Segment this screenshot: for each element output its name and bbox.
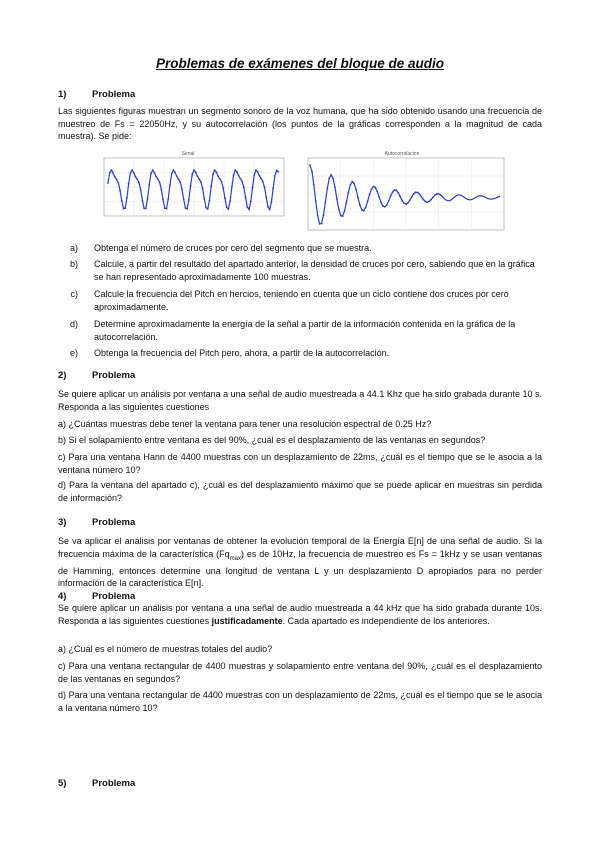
signal-sample-point (133, 172, 135, 174)
autocorrelation-sample-point (394, 189, 396, 191)
autocorrelation-sample-point (309, 164, 311, 166)
autocorrelation-sample-point (413, 193, 415, 195)
autocorrelation-line (310, 165, 500, 224)
autocorrelation-sample-point (326, 188, 328, 190)
signal-sample-point (202, 188, 204, 190)
signal-sample-point (138, 182, 140, 184)
problem-1-number: 1) (58, 89, 67, 100)
autocorrelation-sample-point (401, 200, 403, 202)
signal-sample-point (195, 171, 197, 173)
signal-sample-point (255, 169, 257, 171)
problem-3-text-part-2: ) es de 10Hz, la frecuencia de muestreo es Fs = 1kHz y se usan ventanas de Hamming, entonces determine una longitud de ventana L y un desplazamiento D apropiados para no perder información de la característica E[n]. (58, 548, 542, 589)
problem-2-number: 2) (58, 370, 67, 381)
signal-sample-point (276, 169, 278, 171)
autocorrelation-sample-point (376, 190, 378, 192)
problem-1-intro: Las siguientes figuras muestran un segmento sonoro de la voz humana, que ha sido obtenido usando una frecuencia de muestreo de Fs = 22050Hz, y su autocorrelación (los puntos de la gráficas corresponden a la magnitud de cada muestra). Se pide: (58, 106, 542, 141)
problem-3-number: 3) (58, 517, 67, 528)
problem-3-heading (58, 517, 135, 528)
autocorrelation-sample-point (378, 196, 380, 198)
autocorrelation-sample-point (311, 170, 313, 172)
problem-4-intro-part-2: . Cada apartado es independiente de los anteriores. (282, 615, 490, 626)
signal-sample-point (228, 208, 230, 210)
problem-4-label: Problema (92, 591, 136, 602)
signal-sample-point (136, 178, 138, 180)
item-text: Determine aproximadamente la energía de la señal a partir de la información contenida en la gráfica de la autocorrelación. (94, 319, 516, 342)
signal-sample-point (159, 181, 161, 183)
signal-sample-point (152, 169, 154, 171)
autocorrelation-sample-point (374, 187, 376, 189)
signal-sample-point (210, 185, 212, 187)
problem-4-question-d: d) Para una ventana rectangular de 4400 muestras con un desplazamiento de 22ms, ¿cuál es el tiempo que se le asocia a la ventana número 10? (58, 690, 542, 713)
autocorrelation-sample-point (432, 196, 434, 198)
signal-sample-point (200, 181, 202, 183)
signal-sample-point (121, 200, 123, 202)
problem-4-number: 4) (58, 591, 67, 602)
signal-sample-point (264, 186, 266, 188)
autocorrelation-sample-point (338, 208, 340, 210)
autocorrelation-sample-point (420, 196, 422, 198)
signal-sample-point (253, 174, 255, 176)
item-text: Obtenga la frecuencia del Pitch pero, ahora, a partir de la autocorrelación. (94, 348, 390, 358)
signal-sample-point (246, 206, 248, 208)
autocorrelation-sample-point (319, 223, 321, 225)
signal-sample-point (226, 206, 228, 208)
signal-sample-point (183, 198, 185, 200)
signal-sample-point (154, 172, 156, 174)
signal-sample-point (117, 182, 119, 184)
signal-sample-point (135, 176, 137, 178)
autocorrelation-sample-point (332, 177, 334, 179)
item-letter: b) (69, 259, 78, 269)
signal-sample-point (140, 189, 142, 191)
autocorrelation-sample-point (336, 198, 338, 200)
autocorrelation-sample-point (367, 201, 369, 203)
autocorrelation-sample-point (442, 196, 444, 198)
signal-sample-point (193, 169, 195, 171)
problem-2-label: Problema (92, 370, 136, 381)
autocorrelation-sample-point (438, 193, 440, 195)
signal-sample-point (236, 171, 238, 173)
signal-sample-point (257, 171, 259, 173)
autocorrelation-sample-point (372, 186, 374, 188)
problem-5-label: Problema (92, 778, 136, 789)
signal-sample-point (221, 181, 223, 183)
autocorrelation-sample-point (363, 210, 365, 212)
problem-1-item-b (58, 258, 542, 283)
signal-sample-point (150, 173, 152, 175)
autocorrelation-sample-point (392, 191, 394, 193)
autocorrelation-sample-point (340, 215, 342, 217)
autocorrelation-sample-point (346, 201, 348, 203)
autocorrelation-sample-point (323, 214, 325, 216)
signal-sample-point (172, 169, 174, 171)
problem-3-subscript: max (229, 555, 241, 562)
signal-sample-point (128, 183, 130, 185)
signal-sample-point (126, 197, 128, 199)
signal-sample-point (203, 198, 205, 200)
signal-sample-point (214, 169, 216, 171)
signal-sample-point (197, 175, 199, 177)
autocorrelation-sample-point (403, 202, 405, 204)
problem-2-question-d: d) Para la ventana del apartado c), ¿cuál es del desplazamiento máximo que se puede aplicar en muestras sin perdida de información? (58, 480, 542, 503)
signal-sample-point (162, 199, 164, 201)
signal-sample-point (233, 174, 235, 176)
problem-1-item-e (58, 347, 542, 360)
signal-sample-point (131, 169, 133, 171)
problem-3-text (58, 535, 542, 590)
figure-signal (90, 150, 290, 222)
signal-sample-point (145, 207, 147, 209)
signal-sample-point (215, 171, 217, 173)
problem-4-intro (58, 602, 542, 627)
problem-4-intro-bold: justificadamente (211, 615, 283, 626)
signal-sample-point (174, 172, 176, 174)
autocorrelation-plot (300, 150, 510, 238)
autocorrelation-sample-point (361, 209, 363, 211)
signal-sample-point (248, 208, 250, 210)
signal-sample-point (129, 172, 131, 174)
problem-1-label: Problema (92, 89, 136, 100)
autocorrelation-sample-point (317, 215, 319, 217)
autocorrelation-sample-point (397, 192, 399, 194)
signal-plot (90, 150, 290, 222)
signal-sample-point (229, 200, 231, 202)
signal-sample-point (111, 169, 113, 171)
signal-sample-point (238, 175, 240, 177)
autocorrelation-sample-point (440, 194, 442, 196)
signal-sample-point (212, 174, 214, 176)
problem-1-item-d (58, 318, 542, 343)
signal-sample-point (188, 199, 190, 201)
autocorrelation-sample-point (424, 201, 426, 203)
signal-sample-point (107, 182, 109, 184)
autocorrelation-sample-point (436, 193, 438, 195)
signal-sample-point (277, 171, 279, 173)
signal-line (108, 170, 278, 209)
signal-sample-point (186, 208, 188, 210)
problem-2-intro: Se quiere aplicar un análisis por ventana a una señal de audio muestreada a 44.1 Khz que ha sido grabada durante 10 s. Responda a las siguientes cuestiones (58, 389, 542, 412)
signal-sample-point (109, 172, 111, 174)
autocorrelation-sample-point (324, 201, 326, 203)
signal-sample-point (224, 197, 226, 199)
autocorrelation-sample-point (415, 191, 417, 193)
autocorrelation-sample-point (321, 223, 323, 225)
autocorrelation-sample-point (382, 205, 384, 207)
autocorrelation-sample-point (396, 189, 398, 191)
signal-sample-point (119, 189, 121, 191)
problem-2-question-c: c) Para una ventana Hann de 4400 muestras con un desplazamiento de 22ms, ¿cuál es el tiempo que se le asocia a la ventana número 10? (58, 452, 542, 475)
signal-sample-point (219, 178, 221, 180)
signal-sample-point (240, 178, 242, 180)
figure-signal-title: Senal (181, 151, 195, 157)
problem-4-intro-part-1: Se quiere aplicar un análisis por ventana a una señal de audio muestreada a 44 kHz que ha sido grabada durante 10s. Responda a las siguientes cuestiones (58, 603, 542, 626)
autocorrelation-sample-point (434, 194, 436, 196)
autocorrelation-sample-point (369, 194, 371, 196)
autocorrelation-sample-point (411, 196, 413, 198)
signal-sample-point (160, 188, 162, 190)
problem-1-item-c (58, 288, 542, 313)
autocorrelation-sample-point (315, 200, 317, 202)
item-text: Obtenga el número de cruces por cero del segmento que se muestra. (94, 243, 372, 253)
autocorrelation-sample-point (380, 201, 382, 203)
autocorrelation-sample-point (365, 207, 367, 209)
autocorrelation-sample-point (386, 204, 388, 206)
problem-3-label: Problema (92, 517, 136, 528)
signal-sample-point (157, 178, 159, 180)
signal-sample-point (217, 175, 219, 177)
signal-sample-point (272, 188, 274, 190)
autocorrelation-sample-point (334, 186, 336, 188)
autocorrelation-sample-point (388, 200, 390, 202)
signal-sample-point (171, 173, 173, 175)
autocorrelation-sample-point (428, 201, 430, 203)
signal-sample-point (123, 208, 125, 210)
signal-sample-point (164, 207, 166, 209)
signal-sample-point (124, 207, 126, 209)
problem-2-question-b: b) Si el solapamiento entre ventana es del 90%, ¿cuál es el desplazamiento de las ventanas en segundos? (58, 435, 486, 445)
signal-sample-point (265, 196, 267, 198)
problem-1-heading (58, 89, 135, 100)
problem-3-text-part-1: Se va aplicar el análisis por ventanas de obtener la evolución temporal de la Energía E[n] de una señal de audio. Si la frecuencia máxima de la característica (Fq (58, 536, 542, 559)
signal-sample-point (267, 206, 269, 208)
signal-sample-point (178, 178, 180, 180)
signal-sample-point (112, 172, 114, 174)
autocorrelation-sample-point (390, 195, 392, 197)
item-letter: d) (69, 319, 78, 329)
signal-sample-point (269, 209, 271, 211)
signal-sample-point (169, 184, 171, 186)
autocorrelation-sample-point (351, 181, 353, 183)
autocorrelation-sample-point (348, 191, 350, 193)
signal-sample-point (190, 185, 192, 187)
autocorrelation-sample-point (330, 174, 332, 176)
signal-sample-point (191, 173, 193, 175)
signal-sample-point (142, 199, 144, 201)
signal-sample-point (148, 183, 150, 185)
document-title: Problemas de exámenes del bloque de audio (155, 56, 445, 71)
problem-1-item-a (58, 242, 542, 255)
signal-sample-point (245, 197, 247, 199)
problem-4-question-a: a) ¿Cuál es el número de muestras totales del audio? (58, 644, 273, 654)
signal-sample-point (176, 175, 178, 177)
autocorrelation-sample-point (405, 203, 407, 205)
signal-sample-point (179, 181, 181, 183)
autocorrelation-sample-point (384, 206, 386, 208)
autocorrelation-sample-point (353, 183, 355, 185)
problem-5-number: 5) (58, 778, 67, 789)
item-letter: e) (69, 348, 78, 358)
autocorrelation-sample-point (409, 199, 411, 201)
problem-2-heading (58, 370, 135, 381)
signal-sample-point (250, 201, 252, 203)
signal-sample-point (181, 188, 183, 190)
autocorrelation-sample-point (342, 215, 344, 217)
autocorrelation-sample-point (355, 189, 357, 191)
figure-autocorrelation-title: Autocorrelacion (384, 151, 420, 157)
problem-2-question-a: a) ¿Cuántas muestras debe tener la ventana para tener una resolución espectral de 0.25 Hz? (58, 419, 432, 429)
signal-sample-point (147, 198, 149, 200)
item-letter: a) (69, 243, 78, 253)
signal-sample-point (274, 175, 276, 177)
signal-sample-point (114, 176, 116, 178)
autocorrelation-sample-point (344, 210, 346, 212)
signal-sample-point (209, 200, 211, 202)
autocorrelation-sample-point (430, 199, 432, 201)
signal-sample-point (198, 178, 200, 180)
signal-sample-point (260, 178, 262, 180)
item-letter: c) (70, 289, 78, 299)
problem-4-question-c: c) Para una ventana rectangular de 4400 muestras y solapamiento entre ventana del 90%, ¿cuál es el desplazamiento de las ventanas en segundos? (58, 661, 542, 684)
autocorrelation-sample-point (426, 201, 428, 203)
autocorrelation-sample-point (357, 197, 359, 199)
autocorrelation-sample-point (407, 202, 409, 204)
autocorrelation-sample-point (328, 178, 330, 180)
signal-sample-point (167, 198, 169, 200)
signal-sample-point (185, 207, 187, 209)
signal-sample-point (234, 169, 236, 171)
signal-sample-point (116, 178, 118, 180)
signal-sample-point (166, 208, 168, 210)
signal-sample-point (231, 186, 233, 188)
autocorrelation-sample-point (313, 184, 315, 186)
item-text: Calcule, a partir del resultado del apartado anterior, la densidad de cruces por cero, sabiendo que en la gráfica se han representado aproximadamente 100 muestras. (94, 259, 535, 282)
figure-autocorrelation (300, 150, 510, 238)
signal-sample-point (207, 208, 209, 210)
item-text: Calcule la frecuencia del Pitch en hercios, teniendo en cuenta que un ciclo contiene dos cruces por cero aproximadamente. (94, 289, 509, 312)
autocorrelation-sample-point (371, 188, 373, 190)
autocorrelation-sample-point (419, 193, 421, 195)
autocorrelation-sample-point (399, 196, 401, 198)
signal-sample-point (205, 207, 207, 209)
signal-sample-point (252, 187, 254, 189)
signal-sample-point (241, 181, 243, 183)
autocorrelation-sample-point (422, 199, 424, 201)
problem-4-heading (58, 591, 135, 602)
signal-sample-point (271, 201, 273, 203)
signal-sample-point (155, 176, 157, 178)
signal-sample-point (143, 208, 145, 210)
autocorrelation-sample-point (349, 184, 351, 186)
signal-sample-point (262, 180, 264, 182)
problem-5-heading (58, 778, 135, 789)
autocorrelation-sample-point (417, 191, 419, 193)
signal-sample-point (222, 187, 224, 189)
signal-sample-point (243, 187, 245, 189)
signal-sample-point (258, 175, 260, 177)
autocorrelation-sample-point (359, 204, 361, 206)
